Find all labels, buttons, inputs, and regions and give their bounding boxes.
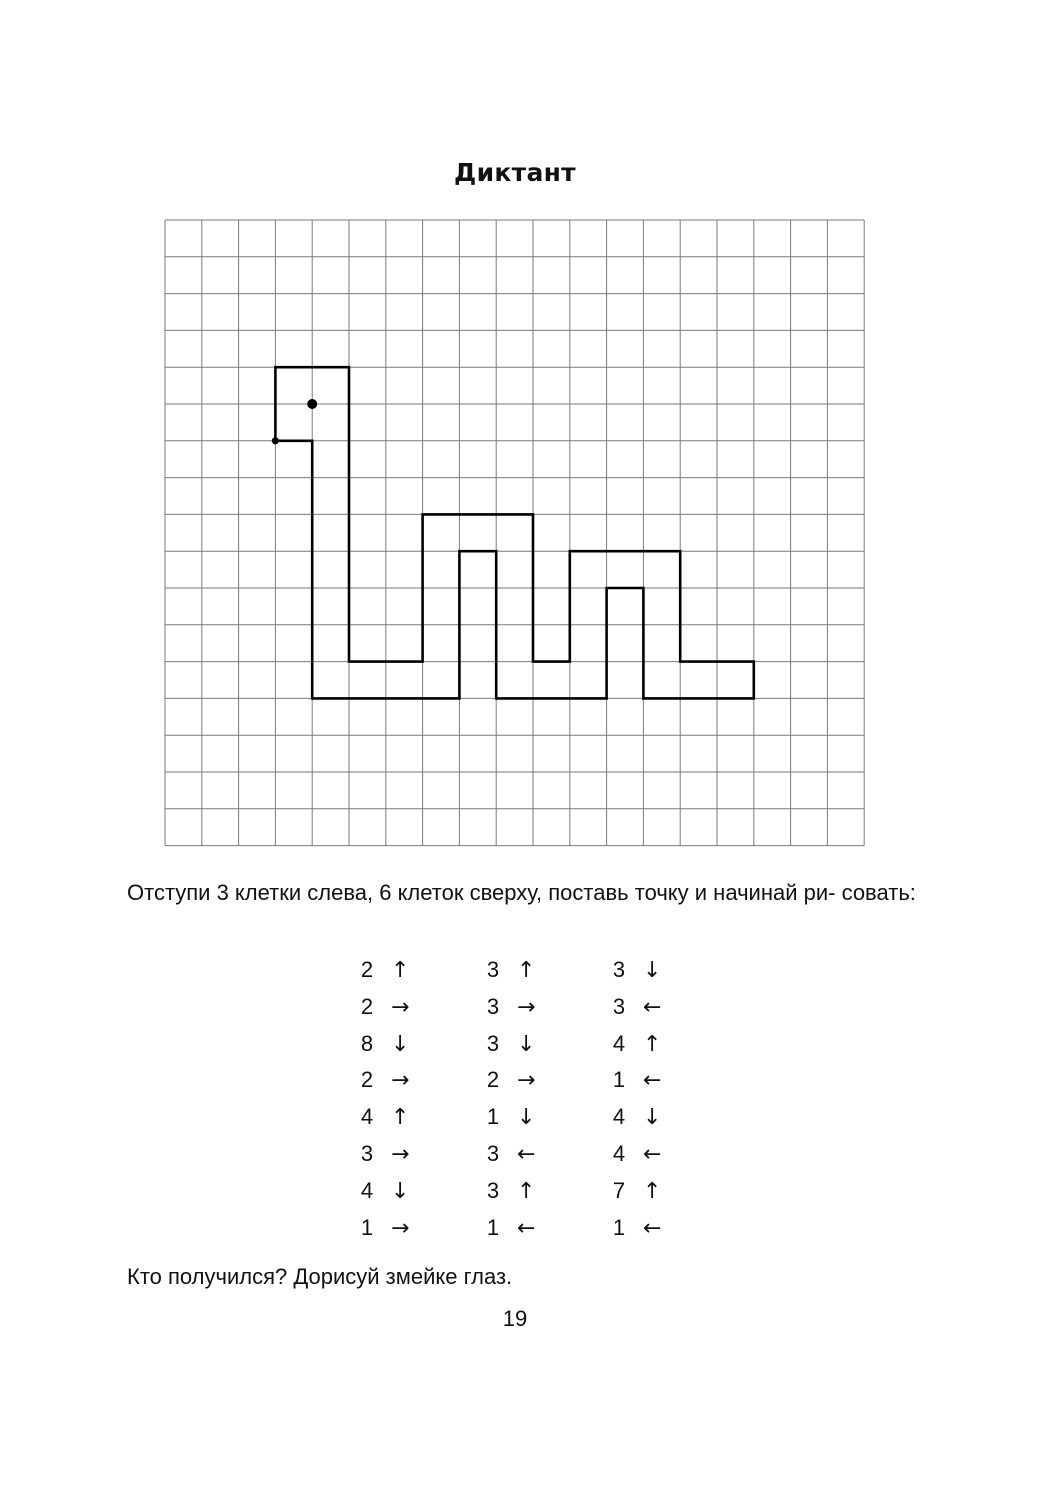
direction-step <box>357 955 437 986</box>
step-count: 4 <box>612 1104 626 1130</box>
arrow-up-icon: ↑ <box>517 1178 536 1204</box>
direction-step <box>483 955 563 986</box>
step-count: 4 <box>612 1141 626 1166</box>
step-count: 4 <box>612 1030 626 1056</box>
direction-step <box>357 1213 437 1244</box>
arrow-down-icon: ↓ <box>391 1178 410 1204</box>
grid-figure <box>164 219 866 849</box>
direction-step <box>357 1029 437 1060</box>
step-count: 3 <box>486 957 500 982</box>
direction-step <box>609 1176 689 1207</box>
step-count: 3 <box>612 957 626 982</box>
direction-step <box>357 1176 437 1207</box>
step-count: 8 <box>360 1030 374 1056</box>
direction-step <box>483 1102 563 1133</box>
arrow-up-icon: ↑ <box>391 958 410 983</box>
page-title: Диктант <box>454 158 576 187</box>
direction-step <box>357 1139 437 1170</box>
direction-step <box>483 1029 563 1060</box>
direction-step <box>483 992 563 1023</box>
direction-step <box>609 1029 689 1060</box>
arrow-up-icon: ↑ <box>643 1178 662 1204</box>
direction-step <box>357 992 437 1023</box>
arrow-down-icon: ↓ <box>643 1105 662 1131</box>
step-count: 4 <box>360 1177 374 1203</box>
step-count: 2 <box>360 957 374 982</box>
snake-outline <box>275 367 753 698</box>
arrow-left-icon: ← <box>643 1215 662 1241</box>
step-count: 3 <box>486 1030 500 1056</box>
step-count: 1 <box>486 1214 500 1240</box>
arrow-right-icon: → <box>391 1068 410 1094</box>
direction-step <box>357 1102 437 1133</box>
arrow-left-icon: ← <box>643 1068 662 1094</box>
arrow-down-icon: ↓ <box>517 1105 536 1131</box>
arrow-up-icon: ↑ <box>643 1031 662 1057</box>
arrow-right-icon: → <box>391 1142 410 1167</box>
step-count: 3 <box>486 1177 500 1203</box>
direction-step <box>483 1213 563 1244</box>
step-count: 3 <box>486 993 500 1019</box>
direction-step <box>483 1139 563 1170</box>
arrow-down-icon: ↓ <box>643 958 662 983</box>
step-count: 2 <box>360 1067 374 1093</box>
arrow-up-icon: ↑ <box>391 1105 410 1131</box>
arrow-right-icon: → <box>391 1215 410 1241</box>
arrow-down-icon: ↓ <box>517 1031 536 1057</box>
direction-step <box>483 1065 563 1096</box>
direction-step <box>609 955 689 986</box>
step-count: 1 <box>360 1214 374 1240</box>
arrow-left-icon: ← <box>643 1142 662 1167</box>
step-count: 1 <box>612 1214 626 1240</box>
step-count: 2 <box>486 1067 500 1093</box>
direction-step <box>609 1213 689 1244</box>
step-count: 7 <box>612 1177 626 1203</box>
step-count: 1 <box>612 1067 626 1093</box>
step-count: 2 <box>360 993 374 1019</box>
direction-step <box>357 1065 437 1096</box>
arrow-right-icon: → <box>517 994 536 1020</box>
arrow-right-icon: → <box>391 994 410 1020</box>
direction-step <box>609 992 689 1023</box>
instruction-text: Отступи 3 клетки слева, 6 клеток сверху, поставь точку и начинай ри- совать: <box>127 880 916 905</box>
question-text: Кто получился? Дорисуй змейке глаз. <box>127 1264 513 1289</box>
page-number: 19 <box>502 1306 528 1331</box>
direction-step <box>609 1139 689 1170</box>
start-point <box>272 437 279 444</box>
direction-step <box>609 1102 689 1133</box>
snake-eye <box>307 399 317 409</box>
step-count: 1 <box>486 1104 500 1130</box>
step-count: 3 <box>360 1141 374 1166</box>
step-count: 3 <box>612 993 626 1019</box>
arrow-left-icon: ← <box>643 994 662 1020</box>
arrow-down-icon: ↓ <box>391 1031 410 1057</box>
arrow-left-icon: ← <box>517 1215 536 1241</box>
step-count: 4 <box>360 1104 374 1130</box>
arrow-left-icon: ← <box>517 1142 536 1167</box>
arrow-right-icon: → <box>517 1068 536 1094</box>
direction-step <box>483 1176 563 1207</box>
arrow-up-icon: ↑ <box>517 958 536 983</box>
direction-step <box>609 1065 689 1096</box>
step-count: 3 <box>486 1141 500 1166</box>
